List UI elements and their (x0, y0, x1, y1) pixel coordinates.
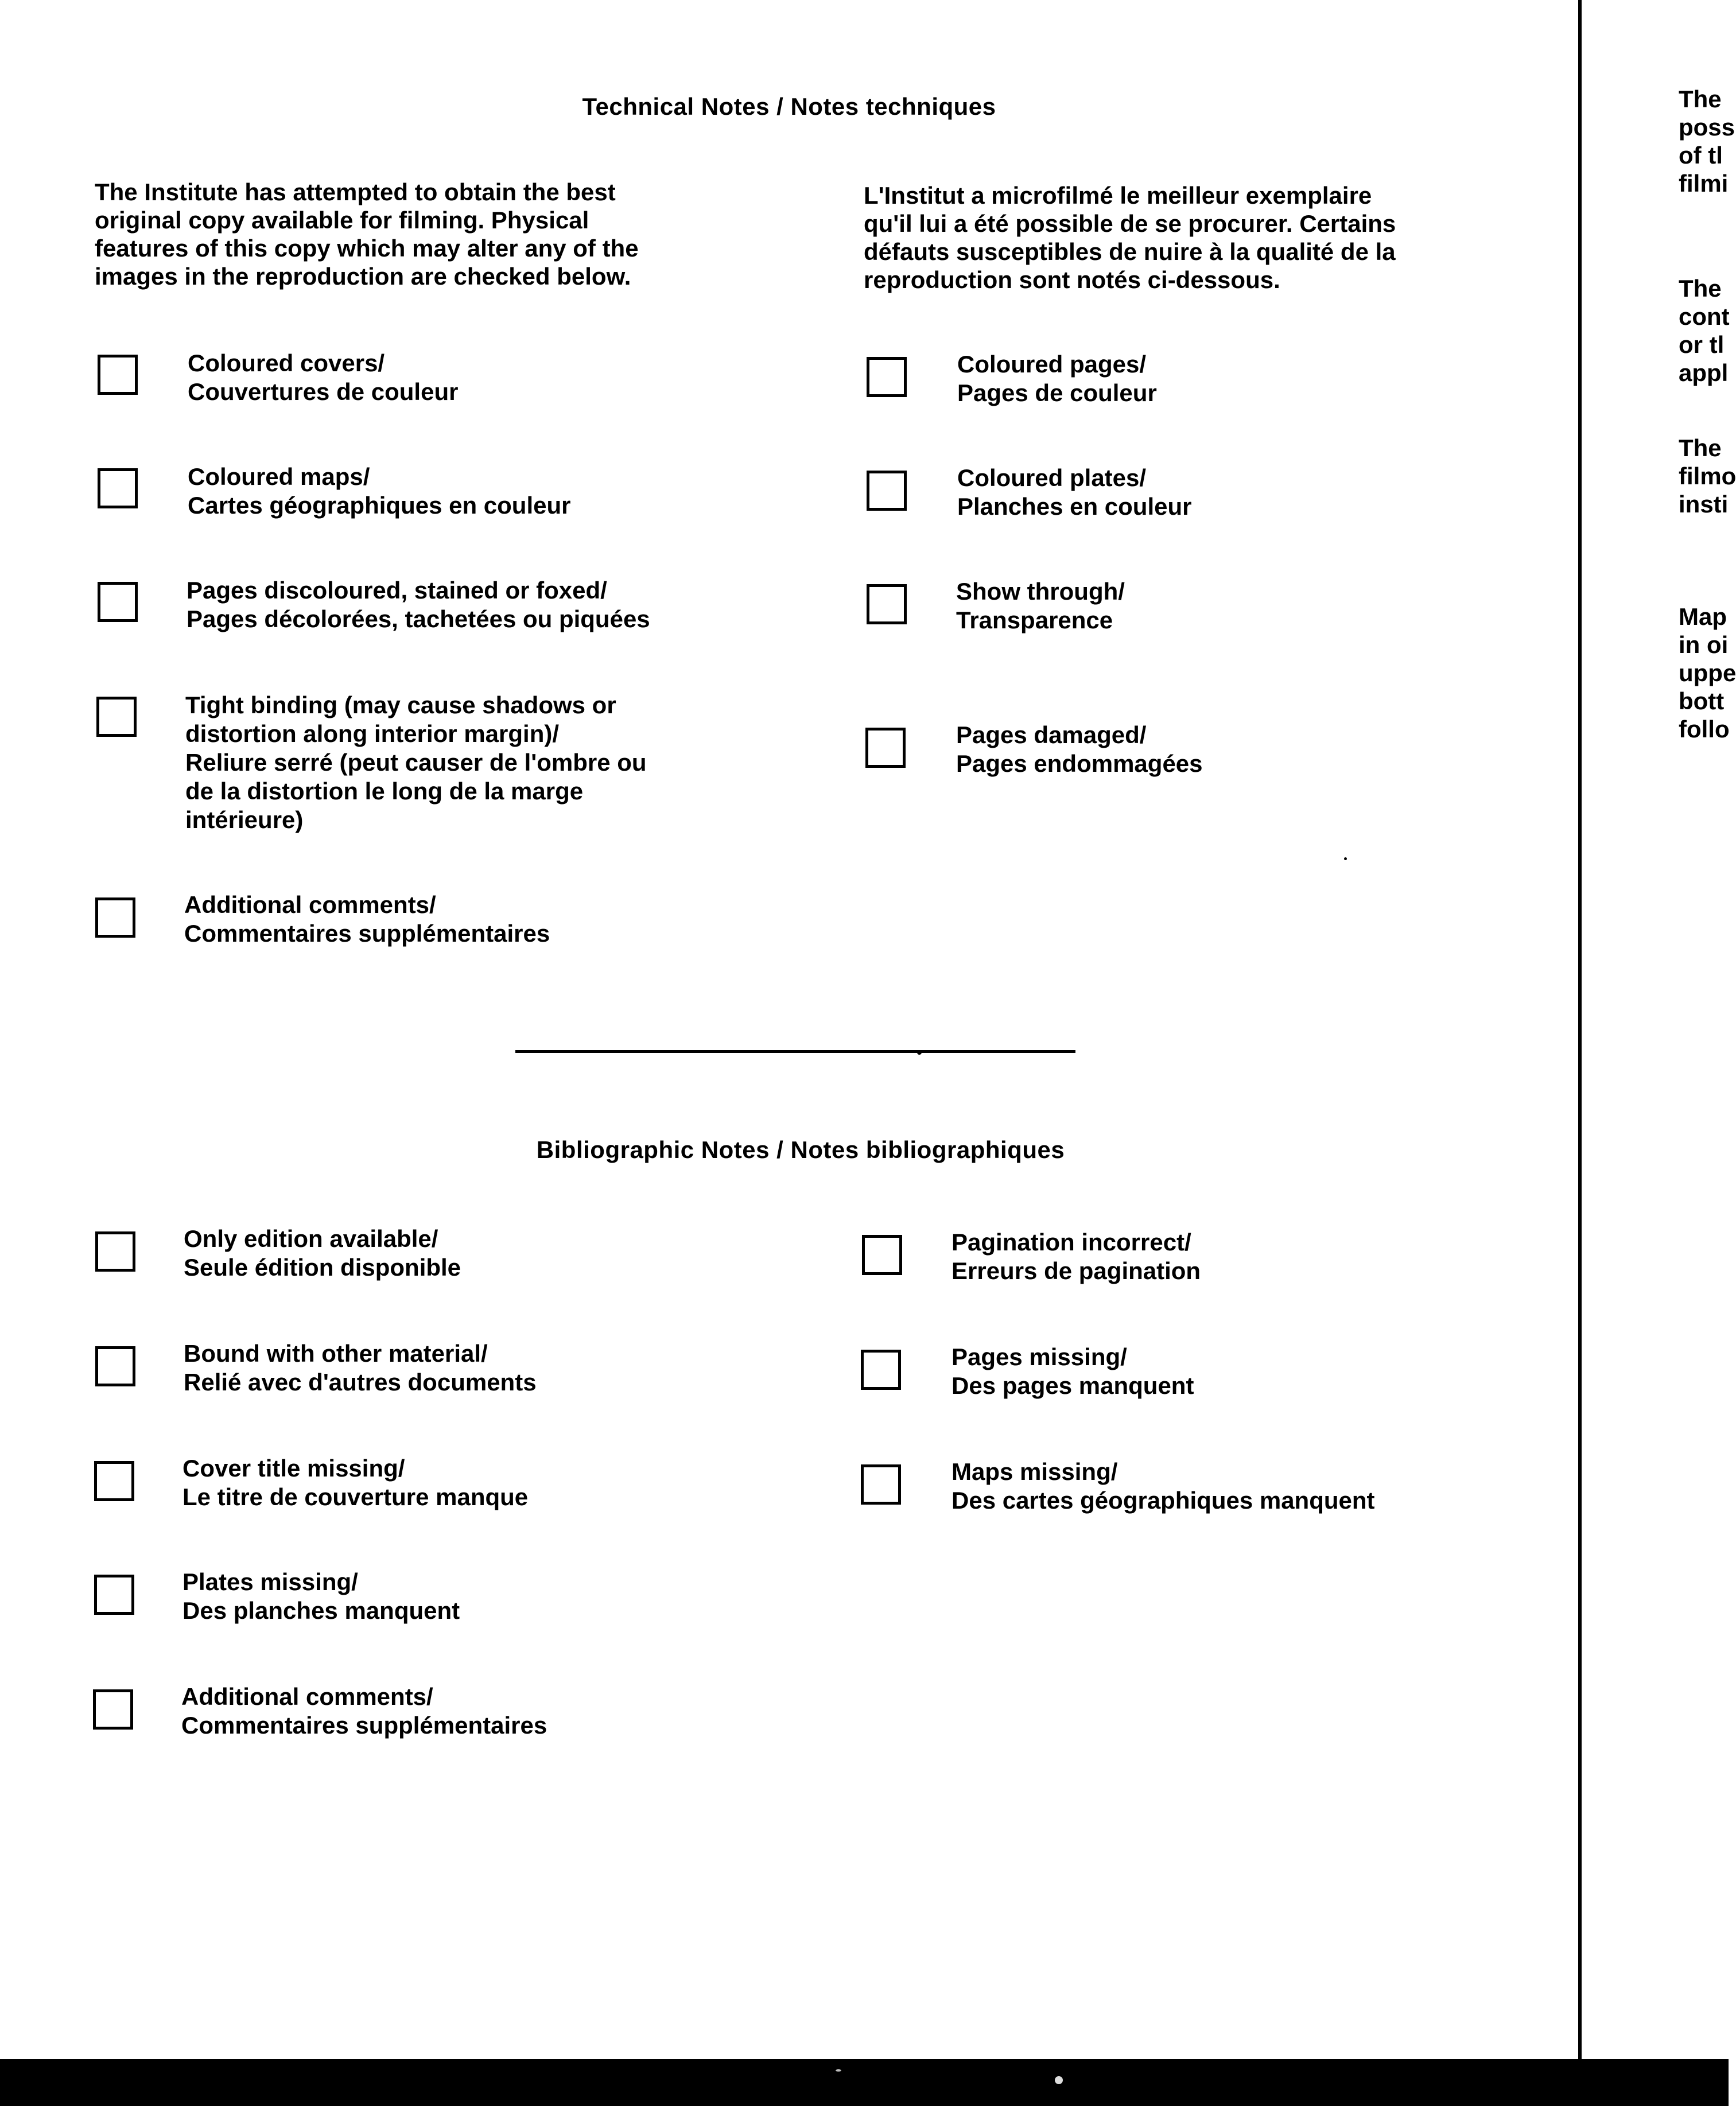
checkbox[interactable] (867, 471, 907, 511)
right-fragment-1: The poss of tl filmi (1679, 86, 1735, 197)
item-label: Pagination incorrect/ Erreurs de pagination (952, 1229, 1201, 1284)
item-label: Coloured pages/ Pages de couleur (957, 351, 1157, 406)
checkbox[interactable] (98, 355, 138, 395)
checkbox[interactable] (861, 1350, 901, 1390)
right-fragment-3: The filmo insti (1679, 434, 1736, 518)
item-label: Pages discoloured, stained or foxed/ Pages décolorées, tachetées ou piquées (187, 577, 650, 632)
technical-notes-title: Technical Notes / Notes techniques (582, 93, 996, 120)
right-fragment-2: The cont or tl appl (1679, 275, 1730, 386)
item-label: Show through/ Transparence (956, 578, 1125, 634)
technical-intro-french: L'Institut a microfilmé le meilleur exemplaire qu'il lui a été possible de se procurer. Certains défauts susceptibles de nuire à la qualité de la reproduction sont notés ci-dessous. (864, 182, 1396, 293)
checkbox[interactable] (95, 1346, 135, 1386)
checkbox[interactable] (867, 584, 907, 624)
item-label: Bound with other material/ Relié avec d'autres documents (184, 1340, 537, 1396)
checkbox[interactable] (95, 1231, 135, 1272)
checkbox[interactable] (98, 582, 138, 622)
section-divider (515, 1050, 1075, 1053)
item-label: Maps missing/ Des cartes géographiques manquent (952, 1458, 1375, 1514)
speck (1055, 2076, 1063, 2084)
item-label: Cover title missing/ Le titre de couverture manque (182, 1455, 529, 1510)
item-label: Only edition available/ Seule édition disponible (184, 1225, 461, 1281)
speck (836, 2069, 841, 2072)
item-label: Coloured maps/ Cartes géographiques en couleur (188, 463, 571, 519)
checkbox[interactable] (98, 468, 138, 508)
item-label: Pages missing/ Des pages manquent (952, 1343, 1194, 1399)
checkbox[interactable] (867, 357, 907, 397)
checkbox[interactable] (93, 1689, 133, 1730)
right-fragment-4: Map in oi uppe bott follo (1679, 603, 1736, 743)
checkbox[interactable] (861, 1464, 901, 1505)
checkbox[interactable] (96, 697, 137, 737)
scan-bottom-border (0, 2059, 1729, 2106)
item-label: Pages damaged/ Pages endommagées (956, 721, 1203, 777)
bibliographic-notes-title: Bibliographic Notes / Notes bibliographiques (536, 1136, 1065, 1163)
adjacent-page-fragment (1582, 0, 1736, 2059)
item-label: Coloured covers/ Couvertures de couleur (188, 349, 459, 405)
speck (1344, 857, 1347, 860)
checkbox[interactable] (862, 1235, 902, 1275)
item-label: Additional comments/ Commentaires supplémentaires (181, 1683, 547, 1739)
item-label: Coloured plates/ Planches en couleur (957, 464, 1192, 520)
item-label: Tight binding (may cause shadows or distortion along interior margin)/ Reliure serré (peut causer de l'ombre ou de la distortion le long de la marge intérieure) (185, 691, 647, 833)
item-label: Additional comments/ Commentaires supplémentaires (184, 891, 550, 947)
checkbox[interactable] (94, 1461, 134, 1501)
checkbox[interactable] (95, 897, 135, 938)
checkbox[interactable] (94, 1575, 134, 1615)
speck (917, 1050, 922, 1055)
checkbox[interactable] (865, 728, 906, 768)
technical-intro-english: The Institute has attempted to obtain the best original copy available for filming. Physical features of this copy which may alter any of the images in the reproduction are checked below. (95, 178, 639, 290)
item-label: Plates missing/ Des planches manquent (182, 1568, 460, 1624)
